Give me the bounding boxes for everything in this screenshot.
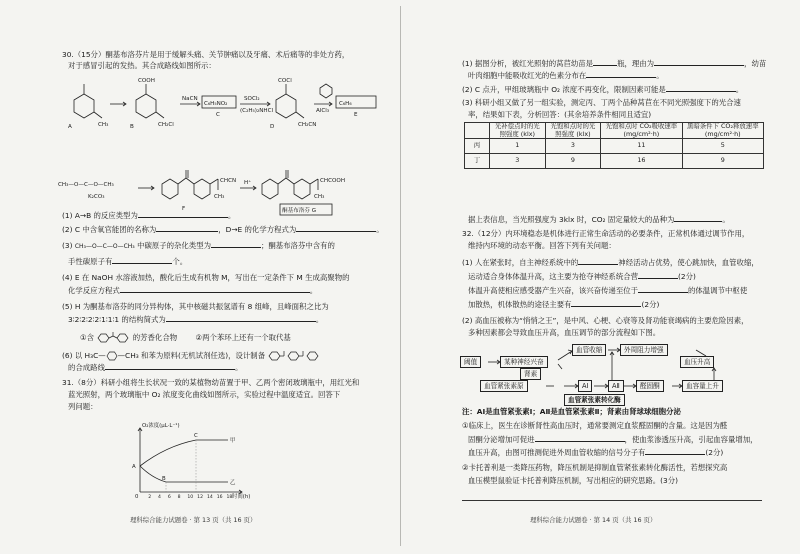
- label-b: B: [130, 124, 134, 130]
- reagent-c6h6: C₆H₆: [339, 101, 352, 107]
- x-tick-label: 12: [197, 495, 204, 500]
- answer-blank[interactable]: [645, 447, 705, 455]
- x-tick-label: 14: [206, 495, 213, 500]
- table-cell: 1: [490, 139, 546, 154]
- page-14: [400, 0, 800, 554]
- reagent-socl2: SOCl₂: [244, 96, 260, 102]
- answer-blank[interactable]: [211, 240, 261, 248]
- reagent-h-plus: H⁺: [244, 180, 252, 186]
- answer-blank[interactable]: [571, 299, 641, 307]
- table-row-name: 丙: [465, 139, 490, 154]
- answer-blank[interactable]: [138, 210, 228, 218]
- table-cell: 5: [682, 139, 763, 154]
- flow-box-ace: 血管紧张素转化酶: [564, 394, 625, 406]
- q32-2-line2: 多种因素都会导致血压升高，血压调节的部分流程如下图。: [468, 328, 661, 337]
- series-yi-label: 乙: [230, 480, 236, 486]
- q31-p3: (3) 科研小组又做了另一组实验，测定丙、丁两个品种莴苣在不同光照强度下的光合速: [462, 98, 741, 107]
- answer-blank[interactable]: [586, 70, 656, 78]
- blood-pressure-flowchart: [460, 342, 760, 402]
- answer-blank[interactable]: [638, 285, 688, 293]
- answer-blank[interactable]: [166, 314, 316, 322]
- flow-box-bp-rise: 血压升高: [680, 356, 714, 368]
- benzene-ring-d: [276, 94, 296, 118]
- flow-box-renin: 肾素: [520, 368, 541, 380]
- q30-sub4-line2: 化学反应方程式 。: [68, 286, 318, 295]
- q32-2: (2) 高血压被称为“悄悄之王”，是中风、心梗、心衰等及肾功能衰竭病的主要危险因素，: [462, 316, 749, 325]
- q31-p1-line2: 叶肉细胞中能吸收红光的色素分布在 。: [468, 71, 664, 80]
- point-c-label: C: [194, 433, 198, 439]
- flow-box-resistance: 外周阻力增强: [620, 344, 668, 356]
- benzene-ring-icon: [106, 351, 118, 361]
- table-corner: [465, 123, 490, 139]
- flow-box-a2: AⅡ: [608, 380, 624, 392]
- label-ch2cn-d: CH₂CN: [298, 122, 317, 128]
- benzene-ring-b: [136, 94, 156, 118]
- table-header-cell: 光补偿点时的光照强度 (klx): [490, 123, 546, 139]
- x-tick-label: 2: [148, 495, 152, 500]
- label-d: D: [270, 124, 275, 130]
- q32-n1-line3: 血压升高，由图可推测促进外周血管收缩的信号分子有 (2分): [468, 448, 724, 457]
- answer-area-line[interactable]: [462, 500, 762, 501]
- benzene-ring-g2: [294, 179, 310, 199]
- q30-header: 30.（15分）酮基布洛芬片是用于缓解头痛、关节肿痛以及牙痛、术后痛等的非处方药，: [62, 50, 350, 59]
- table-header-cell: 光饱和点时的光照强度 (klx): [545, 123, 601, 139]
- q31-header-3: 列问题：: [68, 402, 98, 411]
- q30-sub6: (6) 以 H₃C— —CH₃ 和苯为原料(无机试剂任选)，设计制备: [62, 350, 329, 362]
- table-cell: 3: [545, 139, 601, 154]
- reagent-nacn: NaCN: [182, 96, 198, 102]
- label-ch3-g: CH₃: [314, 194, 325, 200]
- chart-ylabel: O₂浓度(μL·L⁻¹): [142, 423, 180, 429]
- benzophenone-icon: [96, 332, 130, 344]
- x-tick-label: 10: [187, 495, 194, 500]
- reagent-amine: (C₂H₅)₂NHCl: [240, 108, 274, 114]
- flowchart-arrows: [460, 342, 760, 402]
- q30-conditions: ①含 的芳香化合物 ②两个苯环上还有一个取代基: [80, 333, 291, 342]
- benzene-reagent-ring: [320, 84, 332, 98]
- o2-concentration-chart: [126, 420, 256, 500]
- x-tick-label: 8: [177, 495, 181, 500]
- table-cell: 16: [601, 154, 682, 169]
- q32-1-line4: 加散热，机体散热的途径主要有 (2分): [468, 300, 660, 309]
- label-g: 酮基布洛芬 G: [282, 208, 317, 214]
- answer-blank[interactable]: [638, 271, 678, 279]
- point-b-label: B: [162, 476, 166, 482]
- q30-sub3-line2: 手性碳原子有 个。: [68, 257, 188, 266]
- table-cell: 3: [490, 154, 546, 169]
- page-footer-left: 理科综合能力试题卷 · 第 13 页（共 16 页）: [130, 516, 257, 524]
- q31-header-2: 蓝光照射，两个玻璃瓶中 O₂ 浓度变化曲线如图所示，实验过程中温度适宜。回答下: [68, 390, 341, 399]
- q31-p3-question: 据上表信息，当光照强度为 3klx 时，CO₂ 固定量较大的品种为 。: [468, 215, 730, 224]
- flow-box-threshold: 阈值: [460, 356, 481, 368]
- table-header-row: [465, 123, 764, 139]
- q31-p2: (2) C 点升，甲组玻璃瓶中 O₂ 浓度不再变化，限制因素可能是 。: [462, 85, 744, 94]
- series-jia-curve: [140, 440, 228, 466]
- answer-blank[interactable]: [112, 256, 172, 264]
- page-footer-right: 理科综合能力试题卷 · 第 14 页（共 16 页）: [530, 516, 657, 524]
- q32-1-line2: 运动适合身体体温升高，这主要为抢夺神经系统合营 (2分): [468, 272, 696, 281]
- flow-box-a1: AⅠ: [578, 380, 592, 392]
- table-header-cell: 黑暗条件下 CO₂释放速率 (mg/cm²·h): [682, 123, 763, 139]
- x-tick-label: 6: [167, 495, 171, 500]
- label-cooh-b: COOH: [138, 78, 155, 84]
- label-cocl-d: COCl: [278, 78, 292, 84]
- q31-p3-line2: 率，结果如下表，分析回答：(其余培养条件相同且适宜): [468, 110, 652, 119]
- table-row: [465, 154, 764, 169]
- q32-n1-line2: 固酮分泌增加可促进 ，使血浆渗透压升高，引起血容量增加，: [468, 435, 758, 444]
- chart-xlabel: 时间(h): [232, 494, 251, 500]
- flow-box-aldosterone: 醛固酮: [636, 380, 664, 392]
- benzene-ring-f1: [162, 179, 178, 199]
- q32-n1: ①临床上，医生在诊断肾性高血压时，通常要测定血浆醛固酮的含量。这是因为醛: [462, 421, 728, 430]
- x-tick-label: 16: [216, 495, 223, 500]
- table-cell: 9: [545, 154, 601, 169]
- reagent-k2co3: K₂CO₃: [88, 194, 105, 200]
- label-a: A: [68, 124, 72, 130]
- flow-box-angiotensinogen: 血管紧张素原: [480, 380, 528, 392]
- q32-n2-line2: 血压模型鼠验证卡托普利降压机制，写出相应的研究思路。(3分): [468, 476, 679, 485]
- table-cell: 11: [601, 139, 682, 154]
- answer-blank[interactable]: [105, 362, 235, 370]
- photosynthesis-table: [464, 122, 764, 169]
- q30-sub5: (5) H 为酮基布洛芬的同分异构体，其中核磁共振氢谱有 8 组峰，且峰面积之比为: [62, 302, 329, 311]
- answer-blank[interactable]: [120, 285, 310, 293]
- label-ch3-f: CH₃: [214, 194, 225, 200]
- label-e: E: [354, 112, 358, 118]
- dmc-formula: CH₃—O—C—O—CH₃: [58, 182, 114, 188]
- point-a-label: A: [132, 464, 136, 470]
- flowchart-note: 注：AⅠ是血管紧张素Ⅰ；AⅡ是血管紧张素Ⅱ；肾素由肾球球细胞分泌: [462, 407, 681, 416]
- flow-box-vasoconstriction: 血管收缩: [572, 344, 606, 356]
- q32-header-2: 维持内环境的动态平衡。回答下列有关问题：: [468, 241, 616, 250]
- q30-sub3: (3) CH₃—O—C—O—CH₃ 中碳原子的杂化类型为 ；酮基布洛芬中含有的: [62, 241, 335, 250]
- label-ch2cl-b: CH₂Cl: [158, 122, 174, 128]
- q30-sub5-line2: 3∶2∶2∶2∶2∶1∶1∶1 的结构简式为 。: [68, 315, 324, 324]
- q31-header: 31.（8分）科研小组将生长状况一致的某植物幼苗置于甲、乙两个密闭玻璃瓶中，用红光和: [62, 378, 360, 387]
- x-tick-label: 4: [158, 495, 161, 500]
- flow-box-nerve: 某种神经兴奋: [500, 356, 548, 368]
- q31-p1: (1) 据图分析，被红光照射的莴苣幼苗是 瓶，理由为 ，幼苗: [462, 59, 767, 68]
- label-chcooh-g: CHCOOH: [320, 178, 346, 184]
- answer-blank[interactable]: [296, 224, 376, 232]
- series-yi-curve: [140, 466, 228, 482]
- answer-blank[interactable]: [593, 58, 617, 66]
- series-jia-label: 甲: [230, 438, 236, 444]
- q30-header-2: 对于感冒引起的发热。其合成路线如图所示：: [68, 61, 216, 70]
- chart-origin: 0: [135, 494, 139, 500]
- reagent-alcl3: AlCl₃: [316, 108, 330, 114]
- label-c: C: [216, 112, 220, 118]
- q32-1-line3: 体温升高使相应感受器产生兴奋，该兴奋传递至位于 的体温调节中枢使: [468, 286, 748, 295]
- label-chcn-f: CHCN: [220, 178, 237, 184]
- reagent-c6h5no2: C₆H₅NO₂: [204, 101, 228, 107]
- q30-sub1: (1) A→B 的反应类型为 。: [62, 211, 236, 220]
- answer-blank[interactable]: [156, 224, 218, 232]
- answer-blank[interactable]: [654, 58, 744, 66]
- q32-header: 32.（12分）内环境稳态是机体进行正常生命活动的必要条件，正常机体通过调节作用，: [462, 229, 750, 238]
- table-row: [465, 139, 764, 154]
- label-ch3-a: CH₃: [98, 122, 109, 128]
- benzene-ring-a: [74, 94, 94, 118]
- q32-n2: ②卡托普利是一类降压药物，降压机制是抑制血管紧张素转化酶活性，若想探究高: [462, 463, 728, 472]
- answer-blank[interactable]: [674, 214, 722, 222]
- q30-sub2: (2) C 中含氧官能团的名称为 ，D→E 的化学方程式为 。: [62, 225, 384, 234]
- target-product-icon: [267, 350, 329, 362]
- label-f: F: [182, 206, 186, 212]
- answer-blank[interactable]: [578, 257, 618, 265]
- q30-sub4: (4) E 在 NaOH 水溶液加热，酸化后生成有机物 M，写出在一定条件下 M 生成高聚物的: [62, 273, 350, 282]
- table-header-cell: 光饱和点时 CO₂吸收速率 (mg/cm²·h): [601, 123, 682, 139]
- table-cell: 9: [682, 154, 763, 169]
- q30-sub6-line2: 的合成路线 。: [68, 363, 243, 372]
- table-row-name: 丁: [465, 154, 490, 169]
- answer-blank[interactable]: [666, 84, 736, 92]
- x-tick-label: 18: [226, 495, 233, 500]
- benzene-ring-g1: [262, 179, 278, 199]
- answer-blank[interactable]: [535, 434, 625, 442]
- q32-1: (1) 人在紧张时，自主神经系统中的 神经活动占优势，使心跳加快，血管收缩，: [462, 258, 759, 267]
- flow-box-blood-volume: 血容量上升: [682, 380, 723, 392]
- benzene-ring-f2: [194, 179, 210, 199]
